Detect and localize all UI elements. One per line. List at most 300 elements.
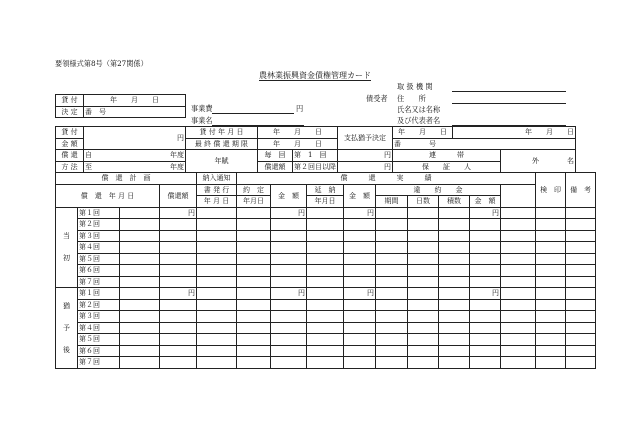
delay-date-header-2: 年月日 <box>307 196 344 208</box>
table-cell <box>120 299 160 311</box>
delay-date-header-1: 延 納 <box>307 184 344 196</box>
table-cell <box>536 288 566 300</box>
table-cell <box>271 345 307 357</box>
table-cell <box>197 242 237 254</box>
table-cell <box>197 345 237 357</box>
table-cell <box>501 253 536 265</box>
loan-date-value: 年 月 日 <box>258 127 338 139</box>
table-cell <box>307 299 344 311</box>
plan-amount-yen: 円 <box>160 288 197 300</box>
table-cell <box>120 276 160 288</box>
row-label: 第７回 <box>78 276 120 288</box>
table-cell <box>307 288 344 300</box>
due-date-header-2: 年月日 <box>237 196 271 208</box>
from-year-label: 年度 <box>170 151 184 160</box>
table-cell <box>408 334 439 346</box>
table-cell <box>536 311 566 323</box>
table-cell <box>160 265 197 277</box>
table-cell <box>120 253 160 265</box>
table-cell <box>197 207 237 219</box>
table-cell <box>566 288 596 300</box>
table-cell <box>271 265 307 277</box>
table-cell <box>536 345 566 357</box>
address-label: 住 所 <box>397 94 426 103</box>
table-cell <box>344 219 376 231</box>
table-cell <box>237 299 271 311</box>
table-cell <box>197 276 237 288</box>
creditor-label: 債受者 <box>366 94 388 103</box>
table-cell <box>344 230 376 242</box>
table-cell <box>120 345 160 357</box>
table-cell <box>439 288 470 300</box>
table-cell <box>566 207 596 219</box>
table-cell <box>271 311 307 323</box>
table-cell <box>344 311 376 323</box>
table-row <box>56 322 596 334</box>
table-cell <box>307 334 344 346</box>
table-cell <box>501 357 536 369</box>
table-cell <box>197 334 237 346</box>
table-cell <box>501 288 536 300</box>
table-cell <box>470 322 501 334</box>
name-label-2: 及び代表者名 <box>397 116 441 125</box>
project-cost-yen: 円 <box>296 104 304 113</box>
table-cell <box>501 230 536 242</box>
table-cell <box>439 334 470 346</box>
deferred-group-label <box>56 288 78 369</box>
table-cell <box>160 357 197 369</box>
table-cell <box>237 334 271 346</box>
row-label: 第１回 <box>78 207 120 219</box>
table-cell <box>566 311 596 323</box>
table-cell <box>501 276 536 288</box>
delay-amount-yen: 円 <box>344 207 376 219</box>
table-cell <box>470 345 501 357</box>
plan-amount-yen: 円 <box>160 207 197 219</box>
table-cell <box>376 242 408 254</box>
to-label: 至 <box>85 162 92 171</box>
table-cell <box>566 345 596 357</box>
table-cell <box>376 276 408 288</box>
table-cell <box>439 230 470 242</box>
table-cell <box>120 311 160 323</box>
table-cell <box>501 219 536 231</box>
project-name-label: 事業名 <box>191 116 213 125</box>
row-label: 第３回 <box>78 230 120 242</box>
table-cell <box>439 265 470 277</box>
table-cell <box>307 253 344 265</box>
actual-amount-yen: 円 <box>271 288 307 300</box>
row-label: 第３回 <box>78 311 120 323</box>
table-row <box>56 345 596 357</box>
agency-label: 取 扱 機 関 <box>397 82 433 91</box>
table-cell <box>470 299 501 311</box>
deferred-group-char: 後 <box>63 345 70 354</box>
grace-date-1: 年 月 日 <box>393 127 453 139</box>
table-cell <box>160 253 197 265</box>
table-cell <box>501 345 536 357</box>
table-cell <box>271 276 307 288</box>
table-row <box>56 299 596 311</box>
table-cell <box>470 357 501 369</box>
table-cell <box>408 345 439 357</box>
table-cell <box>307 345 344 357</box>
table-cell <box>160 242 197 254</box>
grace-date-2: 年 月 日 <box>453 127 576 139</box>
table-cell <box>439 253 470 265</box>
table-cell <box>408 242 439 254</box>
table-cell <box>408 288 439 300</box>
table-cell <box>307 276 344 288</box>
table-cell <box>271 230 307 242</box>
table-cell <box>197 219 237 231</box>
each-label: 毎 回 <box>258 150 293 162</box>
second-label: 第２回目以降 <box>294 162 336 171</box>
table-cell <box>271 242 307 254</box>
table-cell <box>307 357 344 369</box>
initial-group-char: 初 <box>63 254 70 263</box>
table-cell <box>237 322 271 334</box>
ledger-body <box>56 207 596 368</box>
table-cell <box>237 357 271 369</box>
table-cell <box>376 207 408 219</box>
plan-header: 償 還 計 画 <box>56 173 197 185</box>
table-cell <box>307 207 344 219</box>
table-cell <box>536 230 566 242</box>
table-cell <box>439 242 470 254</box>
notice-header: 納入通知 <box>197 173 237 185</box>
repay-label-1: 償 還 <box>56 150 84 162</box>
table-cell <box>376 357 408 369</box>
decision-date: 年 月 日 <box>84 95 186 107</box>
plan-date-header: 償 還 年 月 日 <box>56 184 160 207</box>
table-cell <box>160 276 197 288</box>
table-cell <box>120 242 160 254</box>
table-cell <box>160 334 197 346</box>
penalty-days-header: 日数 <box>408 196 439 208</box>
row-label: 第１回 <box>78 288 120 300</box>
guarantor-label: 保 証 人 <box>393 161 501 173</box>
penalty-amount-header: 金 額 <box>470 196 501 208</box>
table-row <box>56 207 596 219</box>
others-label: 外 名 <box>501 150 576 173</box>
agency-line <box>452 91 566 92</box>
table-cell <box>237 219 271 231</box>
table-cell <box>376 288 408 300</box>
table-cell <box>470 276 501 288</box>
table-cell <box>408 357 439 369</box>
table-cell <box>408 230 439 242</box>
row-label: 第４回 <box>78 242 120 254</box>
row-label: 第７回 <box>78 357 120 369</box>
table-row <box>56 219 596 231</box>
table-cell <box>470 311 501 323</box>
table-cell <box>160 299 197 311</box>
table-cell <box>120 288 160 300</box>
table-cell <box>439 276 470 288</box>
actual-amount-yen: 円 <box>271 207 307 219</box>
from-label: 自 <box>85 151 92 160</box>
table-cell <box>237 230 271 242</box>
table-cell <box>237 265 271 277</box>
table-cell <box>566 276 596 288</box>
table-cell <box>501 334 536 346</box>
table-cell <box>344 357 376 369</box>
table-cell <box>344 253 376 265</box>
table-cell <box>439 322 470 334</box>
table-cell <box>376 322 408 334</box>
table-cell <box>344 299 376 311</box>
table-cell <box>566 219 596 231</box>
table-cell <box>536 276 566 288</box>
table-cell <box>120 230 160 242</box>
table-cell <box>197 299 237 311</box>
table-cell <box>536 253 566 265</box>
table-cell <box>344 322 376 334</box>
table-cell <box>307 219 344 231</box>
table-cell <box>408 276 439 288</box>
table-row <box>56 357 596 369</box>
table-cell <box>376 265 408 277</box>
table-cell <box>120 219 160 231</box>
table-row <box>56 311 596 323</box>
initial-group-char: 当 <box>63 232 70 241</box>
table-cell <box>439 311 470 323</box>
table-cell <box>470 219 501 231</box>
table-cell <box>120 265 160 277</box>
table-cell <box>271 322 307 334</box>
table-cell <box>408 253 439 265</box>
table-cell <box>408 299 439 311</box>
table-row <box>56 276 596 288</box>
table-cell <box>271 357 307 369</box>
table-cell <box>501 207 536 219</box>
table-cell <box>566 242 596 254</box>
title-text: 農林業振興資金債権管理カード <box>259 71 371 80</box>
table-cell <box>307 311 344 323</box>
table-cell <box>344 334 376 346</box>
delay-amount-header: 金 額 <box>344 184 376 207</box>
actual-header: 償 還 実 績 <box>237 173 536 185</box>
table-cell <box>408 219 439 231</box>
table-cell <box>439 357 470 369</box>
table-cell <box>307 230 344 242</box>
table-row <box>56 334 596 346</box>
table-cell <box>376 311 408 323</box>
table-row <box>56 242 596 254</box>
decision-label-2: 決 定 <box>56 106 84 118</box>
row-label: 第６回 <box>78 265 120 277</box>
table-cell <box>344 345 376 357</box>
decision-label-1: 貸 付 <box>56 95 84 107</box>
table-cell <box>566 265 596 277</box>
table-cell <box>271 253 307 265</box>
table-cell <box>501 265 536 277</box>
table-cell <box>408 207 439 219</box>
project-cost-line <box>212 113 294 114</box>
table-cell <box>197 357 237 369</box>
table-cell <box>501 299 536 311</box>
table-cell <box>536 322 566 334</box>
table-cell <box>307 242 344 254</box>
table-cell <box>120 357 160 369</box>
loan-amount-yen: 円 <box>84 127 186 150</box>
row-label: 第２回 <box>78 219 120 231</box>
first-label: 第 1 回 <box>293 150 338 162</box>
page-title <box>0 71 630 81</box>
row-label: 第２回 <box>78 299 120 311</box>
penalty-period-header: 期間 <box>376 196 408 208</box>
table-cell <box>160 230 197 242</box>
table-cell <box>470 334 501 346</box>
decision-number-label: 番 号 <box>84 106 186 118</box>
table-cell <box>197 230 237 242</box>
table-cell <box>197 311 237 323</box>
seal-header: 検 印 <box>536 173 566 208</box>
table-row <box>56 253 596 265</box>
table-cell <box>344 265 376 277</box>
table-cell <box>307 265 344 277</box>
table-cell <box>439 219 470 231</box>
table-cell <box>271 334 307 346</box>
plan-amount-header: 償還額 <box>160 184 197 207</box>
table-cell <box>501 311 536 323</box>
table-cell <box>566 253 596 265</box>
table-cell <box>160 311 197 323</box>
repay-from <box>84 150 186 162</box>
repay-label-2: 方 法 <box>56 161 84 173</box>
table-cell <box>376 253 408 265</box>
table-cell <box>439 207 470 219</box>
table-cell <box>197 265 237 277</box>
table-cell <box>197 288 237 300</box>
due-date-header-1: 約 定 <box>237 184 271 196</box>
issue-date-header-2: 年 月 日 <box>197 196 237 208</box>
loan-amount-label-2: 金 額 <box>56 138 84 150</box>
table-cell <box>237 311 271 323</box>
table-cell <box>536 265 566 277</box>
table-cell <box>536 207 566 219</box>
penalty-amount-yen: 円 <box>470 207 501 219</box>
table-cell <box>120 334 160 346</box>
table-cell <box>237 276 271 288</box>
second-yen: 円 <box>338 161 393 173</box>
table-cell <box>344 276 376 288</box>
loan-date-label: 貸 付 年 月 日 <box>186 127 258 139</box>
table-cell <box>376 299 408 311</box>
penalty-product-header: 積数 <box>439 196 470 208</box>
row-label: 第５回 <box>78 253 120 265</box>
joint-label: 連 帯 <box>393 150 501 162</box>
table-cell <box>566 357 596 369</box>
table-cell <box>120 322 160 334</box>
annuity-label: 年賦 <box>186 150 258 173</box>
amount-label: 償還額 <box>258 161 293 173</box>
row-label: 第４回 <box>78 322 120 334</box>
table-cell <box>376 230 408 242</box>
table-row <box>56 230 596 242</box>
table-cell <box>197 322 237 334</box>
table-cell <box>439 345 470 357</box>
decision-table <box>55 94 186 118</box>
table-cell <box>566 334 596 346</box>
final-date-value: 年 月 日 <box>258 138 338 150</box>
row-label: 第６回 <box>78 345 120 357</box>
table-cell <box>408 322 439 334</box>
repay-to <box>84 161 186 173</box>
table-cell <box>376 345 408 357</box>
table-cell <box>271 219 307 231</box>
to-year-label: 年度 <box>170 162 184 171</box>
table-cell <box>566 299 596 311</box>
table-cell <box>197 253 237 265</box>
table-cell <box>536 299 566 311</box>
table-cell <box>237 345 271 357</box>
table-cell <box>160 219 197 231</box>
table-cell <box>376 219 408 231</box>
table-cell <box>120 207 160 219</box>
table-cell <box>470 230 501 242</box>
table-row <box>56 288 596 300</box>
table-cell <box>376 334 408 346</box>
initial-group-label <box>56 207 78 288</box>
issue-date-header-1: 書 発 行 <box>197 184 237 196</box>
loan-table <box>55 126 576 173</box>
final-date-label: 最 終 償 還 期 限 <box>186 138 258 150</box>
address-line <box>452 103 566 104</box>
deferred-group-char: 予 <box>63 323 70 332</box>
table-cell <box>470 242 501 254</box>
table-cell <box>501 322 536 334</box>
loan-amount-label-1: 貸 付 <box>56 127 84 139</box>
form-number: 要領様式第8号（第27関係） <box>55 59 148 68</box>
table-cell <box>271 299 307 311</box>
actual-amount-header: 金 額 <box>271 184 307 207</box>
table-cell <box>237 242 271 254</box>
table-cell <box>536 357 566 369</box>
deferred-group-char: 猶 <box>63 301 70 310</box>
table-cell <box>408 265 439 277</box>
grace-number-label: 番 号 <box>393 138 576 150</box>
table-cell <box>237 253 271 265</box>
table-cell <box>501 242 536 254</box>
table-row <box>56 265 596 277</box>
penalty-amount-yen: 円 <box>470 288 501 300</box>
grace-label: 支払猶予決定 <box>338 127 393 150</box>
first-yen: 円 <box>338 150 393 162</box>
table-cell <box>536 219 566 231</box>
table-cell <box>566 322 596 334</box>
table-cell <box>566 230 596 242</box>
table-cell <box>237 288 271 300</box>
remarks-header: 備 考 <box>566 173 596 208</box>
name-label-1: 氏名又は名称 <box>397 105 441 114</box>
row-label: 第５回 <box>78 334 120 346</box>
table-cell <box>344 242 376 254</box>
table-cell <box>237 207 271 219</box>
table-cell <box>307 322 344 334</box>
table-cell <box>470 265 501 277</box>
table-cell <box>408 311 439 323</box>
penalty-header: 違 約 金 <box>376 184 501 196</box>
table-cell <box>160 322 197 334</box>
table-cell <box>160 345 197 357</box>
table-cell <box>536 334 566 346</box>
project-cost-label: 事業費 <box>191 104 213 113</box>
table-cell <box>439 299 470 311</box>
table-cell <box>536 242 566 254</box>
table-cell <box>470 253 501 265</box>
